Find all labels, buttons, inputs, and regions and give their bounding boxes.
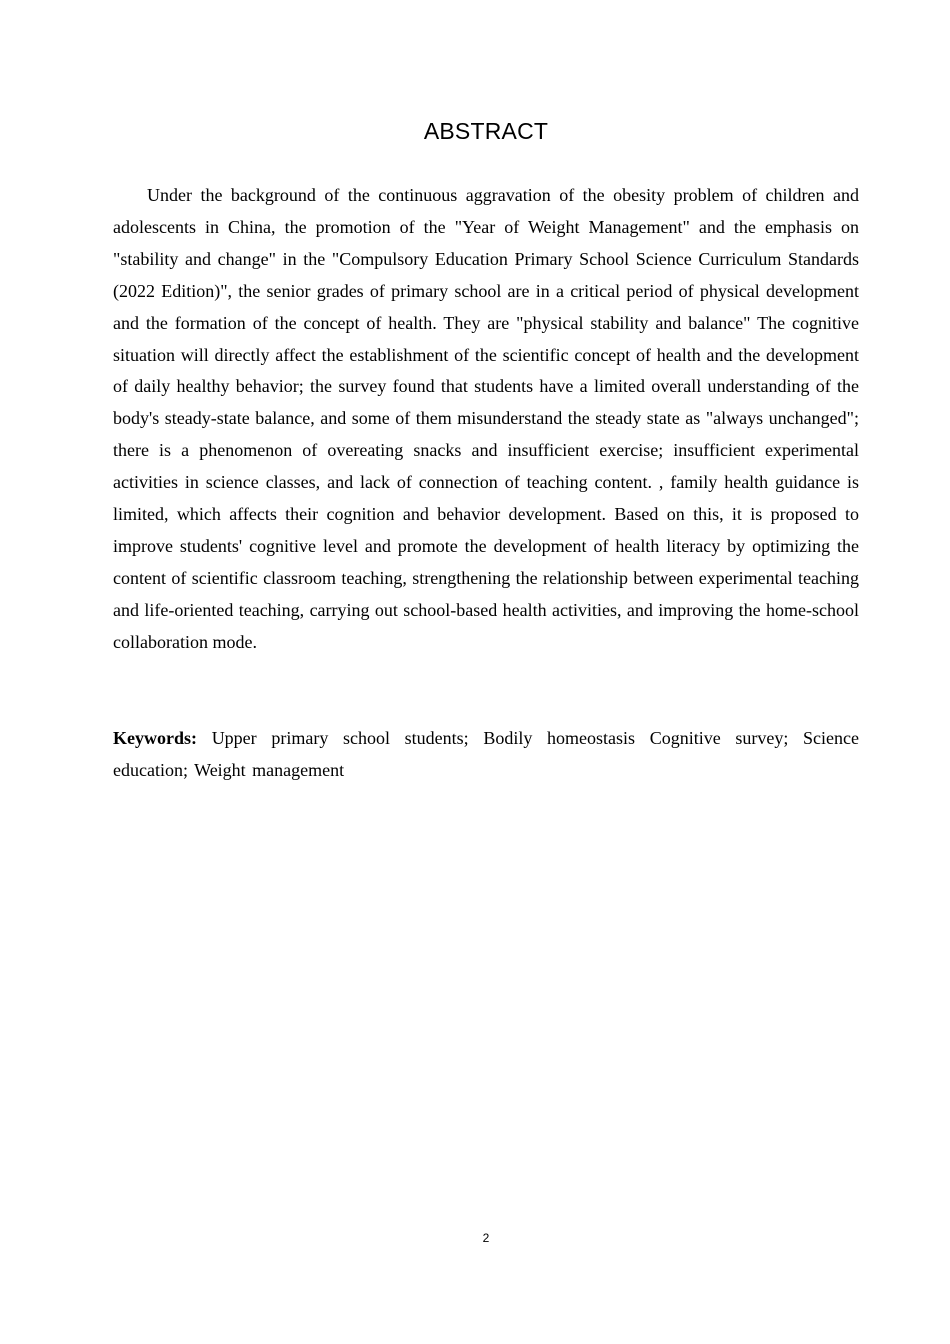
keywords-text: Upper primary school students; Bodily homeostasis Cognitive survey; Science education; Weight management (113, 728, 860, 780)
keywords-label: Keywords: (113, 728, 197, 748)
abstract-body: Under the background of the continuous aggravation of the obesity problem of children and adolescents in China, the promotion of the "Year of Weight Management" and the emphasis on "stability and change" in the "Compulsory Education Primary School Science Curriculum Standards (2022 Edition)", the senior grades of primary school are in a critical period of physical development and the formation of the concept of health. They are "physical stability and balance" The cognitive situation will directly affect the establishment of the scientific concept of health and the development of daily healthy behavior; the survey found that students have a limited overall understanding of the body's steady-state balance, and some of them misunderstand the steady state as "always unchanged"; there is a phenomenon of overeating snacks and insufficient exercise; insufficient experimental activities in science classes, and lack of connection of teaching content. , family health guidance is limited, which affects their cognition and behavior development. Based on this, it is proposed to improve students' cognitive level and promote the development of health literacy by optimizing the content of scientific classroom teaching, strengthening the relationship between experimental teaching and life-oriented teaching, carrying out school-based health activities, and improving the home-school collaboration mode. (113, 185, 859, 652)
page-number: 2 (482, 1231, 490, 1245)
keywords-paragraph (113, 723, 859, 787)
abstract-title: ABSTRACT (423, 118, 549, 144)
